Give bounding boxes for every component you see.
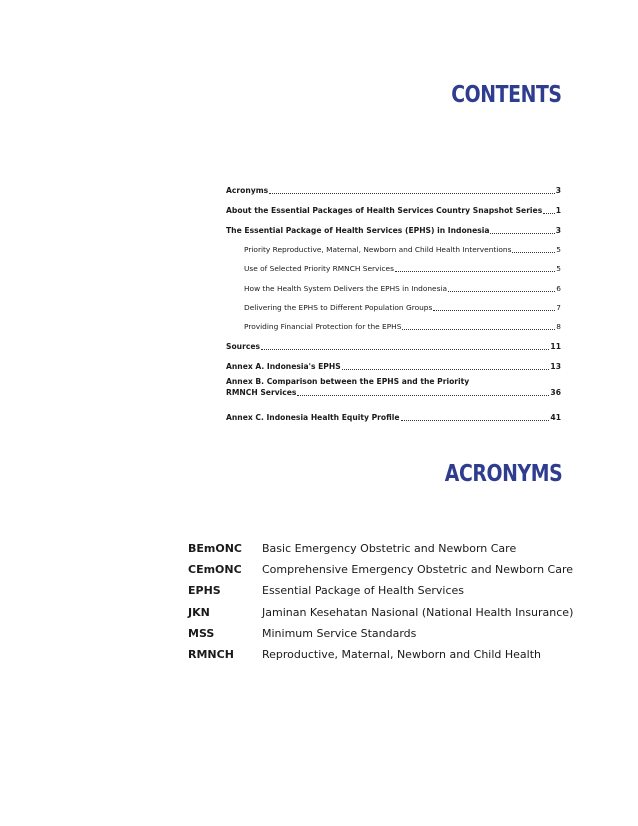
toc-entry-page: 7 — [556, 302, 561, 312]
table-of-contents — [226, 176, 561, 423]
acronym-abbr: RMNCH — [188, 648, 234, 662]
acronym-definition: Reproductive, Maternal, Newborn and Child Health — [262, 648, 542, 662]
toc-entry-title: Use of Selected Priority RMNCH Services — [244, 264, 394, 274]
toc-entry-page: 41 — [550, 412, 561, 422]
toc-leader — [490, 233, 554, 234]
toc-entry-sources[interactable] — [226, 332, 561, 352]
toc-leader — [297, 395, 549, 396]
toc-entry-title: How the Health System Delivers the EPHS in Indonesia — [244, 283, 448, 293]
toc-entry-page: 5 — [556, 245, 561, 255]
acronym-list — [188, 538, 574, 665]
toc-leader — [395, 271, 555, 272]
toc-entry-title-line1: Annex B. Comparison between the EPHS and the Priority — [226, 376, 470, 386]
toc-entry-use-of-rmnch-services[interactable] — [226, 255, 561, 274]
acronym-row — [188, 602, 574, 623]
acronyms-heading: ACRONYMS — [444, 461, 562, 487]
toc-entry-health-system-delivery[interactable] — [226, 274, 561, 293]
toc-entry-page: 8 — [556, 321, 561, 331]
toc-leader — [401, 420, 550, 421]
toc-entry-page: 3 — [555, 226, 561, 235]
acronym-definition: Minimum Service Standards — [262, 626, 417, 640]
toc-leader — [543, 213, 554, 214]
toc-leader — [261, 349, 549, 350]
toc-entry-page: 36 — [550, 387, 561, 397]
acronym-row — [188, 644, 568, 665]
toc-entry-annex-a[interactable] — [226, 352, 561, 372]
toc-entry-priority-rmnch-interventions[interactable] — [226, 236, 561, 255]
toc-leader — [342, 369, 550, 370]
acronym-abbr: MSS — [188, 626, 215, 640]
toc-entry-title: About the Essential Packages of Health Services Country Snapshot Series — [226, 206, 543, 215]
toc-entry-page: 1 — [555, 206, 561, 215]
toc-entry-about-series[interactable] — [226, 196, 561, 216]
toc-entry-title: Acronyms — [226, 186, 269, 195]
toc-entry-page: 13 — [550, 361, 561, 371]
acronym-row — [188, 538, 568, 559]
toc-entry-title: Sources — [226, 341, 261, 351]
acronym-abbr: CEmONC — [188, 563, 242, 577]
acronym-abbr: EPHS — [188, 584, 221, 598]
acronym-definition: Jaminan Kesehatan Nasional (National Health Insurance) — [262, 605, 574, 619]
toc-entry-page: 3 — [555, 186, 561, 195]
toc-entry-annex-b[interactable] — [226, 372, 561, 403]
toc-entry-page: 5 — [556, 264, 561, 274]
acronym-row — [188, 559, 574, 580]
toc-leader — [269, 193, 555, 194]
toc-entry-title: Delivering the EPHS to Different Population Groups — [244, 302, 433, 312]
acronym-definition: Comprehensive Emergency Obstetric and Newborn Care — [262, 563, 574, 577]
toc-entry-page: 6 — [556, 283, 561, 293]
acronym-row — [188, 623, 568, 644]
acronym-row — [188, 580, 568, 601]
toc-leader — [512, 252, 555, 253]
toc-entry-page: 11 — [550, 341, 561, 351]
toc-entry-title: The Essential Package of Health Services (EPHS) in Indonesia — [226, 226, 490, 235]
toc-entry-title: Priority Reproductive, Maternal, Newborn and Child Health Interventions — [244, 245, 512, 255]
toc-entry-annex-c[interactable] — [226, 403, 561, 423]
acronym-abbr: BEmONC — [188, 542, 242, 556]
toc-entry-title: Annex C. Indonesia Health Equity Profile — [226, 412, 400, 422]
acronym-definition: Essential Package of Health Services — [262, 584, 465, 598]
toc-entry-title: Providing Financial Protection for the EPHS — [244, 321, 402, 331]
toc-entry-ephs-indonesia[interactable] — [226, 216, 561, 236]
acronym-abbr: JKN — [188, 605, 210, 619]
toc-leader — [448, 291, 555, 292]
acronym-definition: Basic Emergency Obstetric and Newborn Care — [262, 542, 517, 556]
toc-entry-acronyms[interactable] — [226, 176, 561, 196]
toc-entry-title-line2: RMNCH Services — [226, 387, 297, 397]
toc-leader — [402, 329, 555, 330]
toc-entry-financial-protection[interactable] — [226, 313, 561, 332]
toc-entry-title: Annex A. Indonesia's EPHS — [226, 361, 341, 371]
contents-heading: CONTENTS — [451, 82, 562, 108]
toc-leader — [433, 310, 555, 311]
toc-entry-population-groups[interactable] — [226, 294, 561, 313]
